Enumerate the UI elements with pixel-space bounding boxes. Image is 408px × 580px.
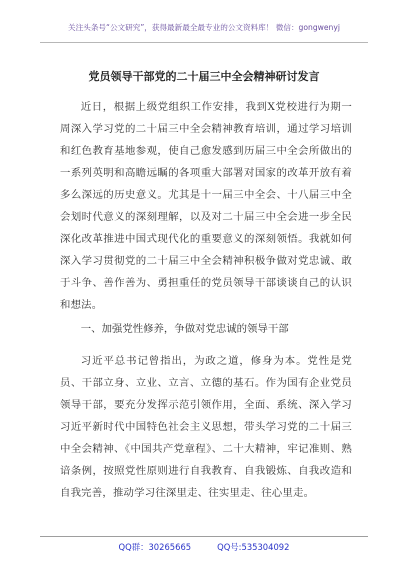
qq-number-link[interactable]: QQ号:535304092 bbox=[217, 542, 290, 552]
header-promo-note: 关注头条号“公文研究”，获得最新最全最专业的公文资料库！ 微信：gongwenyj bbox=[68, 23, 340, 32]
intro-paragraph: 近日，根据上级党组织工作安排，我到X党校进行为期一周深入学习党的二十届三中全会精神教育培训，通过学习培训和红色教育基地参观，使自己愈发感到历届三中全会所做出的一系列英明和高瞻远瞩的各项重大部署对国家的改革开放有着多么深远的历史意义。尤其是十一届三中全会、十八届三中全会划时代意义的深刻理解，以及对二十届三中全会进一步全民深化改革推进中国式现代化的重要意义的深刻领悟。我就如何深入学习贯彻党的二十届三中全会精神积极争做对党忠诚、敢于斗争、善作善为、勇担重任的党员领导干部谈谈自己的认识和想法。 bbox=[60, 101, 352, 311]
footer-divider bbox=[40, 536, 368, 537]
header-divider bbox=[40, 42, 368, 43]
section-heading-1: 一、加强党性修养，争做对党忠诚的领导干部 bbox=[80, 323, 289, 335]
section-1-paragraph: 习近平总书记曾指出，为政之道，修身为本。党性是党员、干部立身、立业、立言、立德的基石。作为国有企业党员领导干部，要充分发挥示范引领作用，全面、系统、深入学习习近平新时代中国特色社会主义思想，带头学习党的二十届三中全会精神、《中国共产党章程》、二十大精神，牢记准则、熟谙条例，按照党性原则进行自我教育、自我锻炼、自我改造和自我完善，推动学习往深里走、往实里走、往心里走。 bbox=[60, 355, 352, 499]
footer-contact bbox=[0, 541, 408, 553]
qq-group-link[interactable]: QQ群：30265665 bbox=[118, 542, 192, 552]
document-title: 党员领导干部党的二十届三中全会精神研讨发言 bbox=[88, 70, 320, 83]
